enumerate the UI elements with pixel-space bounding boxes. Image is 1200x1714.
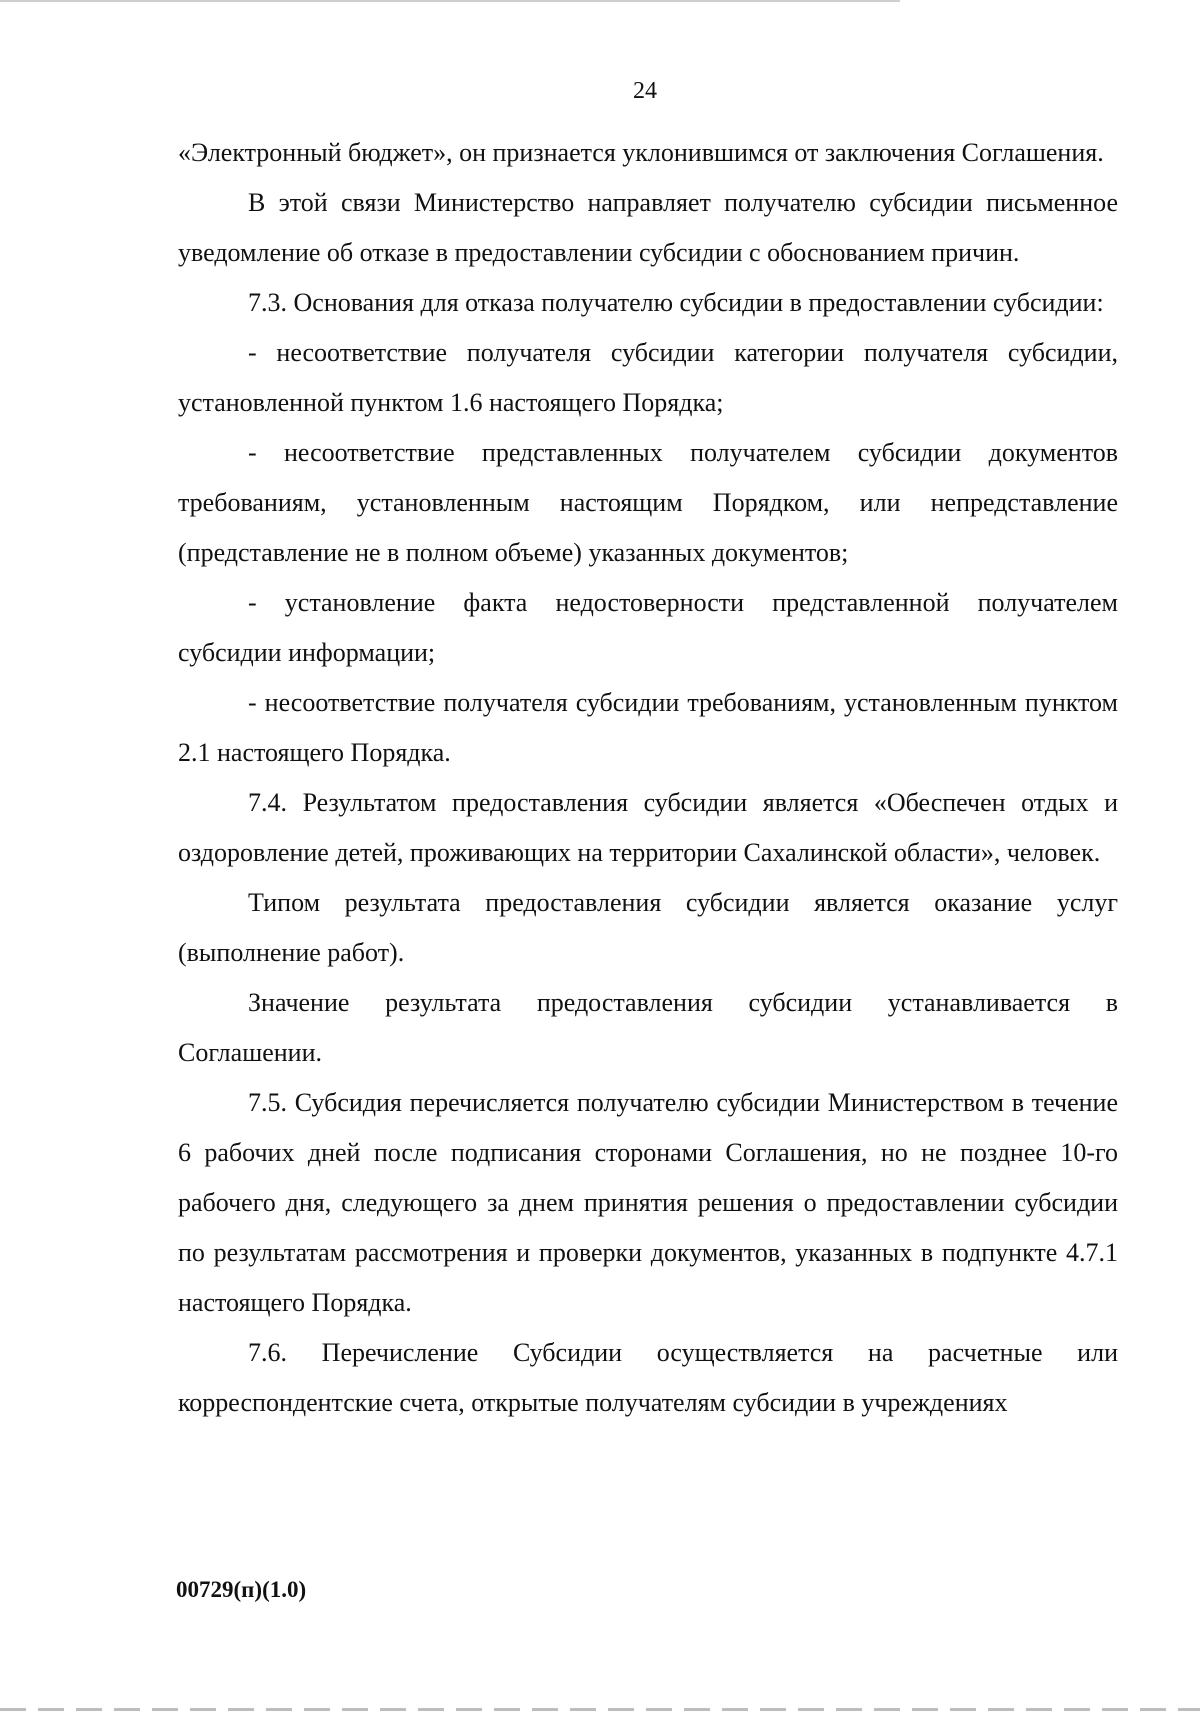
paragraph-notice: В этой связи Министерство направляет получателю субсидии письменное уведомление об отказе в предоставлении субсидии с обоснованием причин. — [178, 188, 1118, 267]
paragraph-continuation: «Электронный бюджет», он признается уклонившимся от заключения Соглашения. — [178, 138, 1104, 167]
paragraph-7-5: 7.5. Субсидия перечисляется получателю субсидии Министерством в течение 6 рабочих дней после подписания сторонами Соглашения, но не позднее 10-го рабочего дня, следующего за днем принятия решения о предоставлении субсидии по результатам рассмотрения и проверки документов, указанных в подпункте 4.7.1 настоящего Порядка. — [178, 1088, 1118, 1317]
scan-edge-bottom — [0, 1708, 1200, 1711]
paragraph-result-type: Типом результата предоставления субсидии является оказание услуг (выполнение работ). — [178, 888, 1118, 967]
paragraph-7-4: 7.4. Результатом предоставления субсидии является «Обеспечен отдых и оздоровление детей, проживающих на территории Сахалинской области», человек. — [178, 788, 1118, 867]
list-item-category: - несоответствие получателя субсидии категории получателя субсидии, установленной пунктом 1.6 настоящего Порядка; — [178, 338, 1118, 417]
paragraph-7-3: 7.3. Основания для отказа получателю субсидии в предоставлении субсидии: — [248, 288, 1104, 317]
page-number: 24 — [633, 78, 657, 104]
list-item-documents: - несоответствие представленных получателем субсидии документов требованиям, установленным настоящим Порядком, или непредставление (представление не в полном объеме) указанных документов; — [178, 438, 1118, 567]
paragraph-7-6: 7.6. Перечисление Субсидии осуществляется на расчетные или корреспондентские счета, открытые получателям субсидии в учреждениях — [178, 1338, 1118, 1417]
list-item-requirements: - несоответствие получателя субсидии требованиям, установленным пунктом 2.1 настоящего Порядка. — [178, 688, 1118, 767]
list-item-false-info: - установление факта недостоверности представленной получателем субсидии информации; — [178, 588, 1118, 667]
scan-edge-top — [0, 0, 900, 2]
document-body — [178, 128, 1118, 1428]
document-code: 00729(п)(1.0) — [176, 1577, 307, 1602]
paragraph-result-value: Значение результата предоставления субсидии устанавливается в Соглашении. — [178, 988, 1118, 1067]
